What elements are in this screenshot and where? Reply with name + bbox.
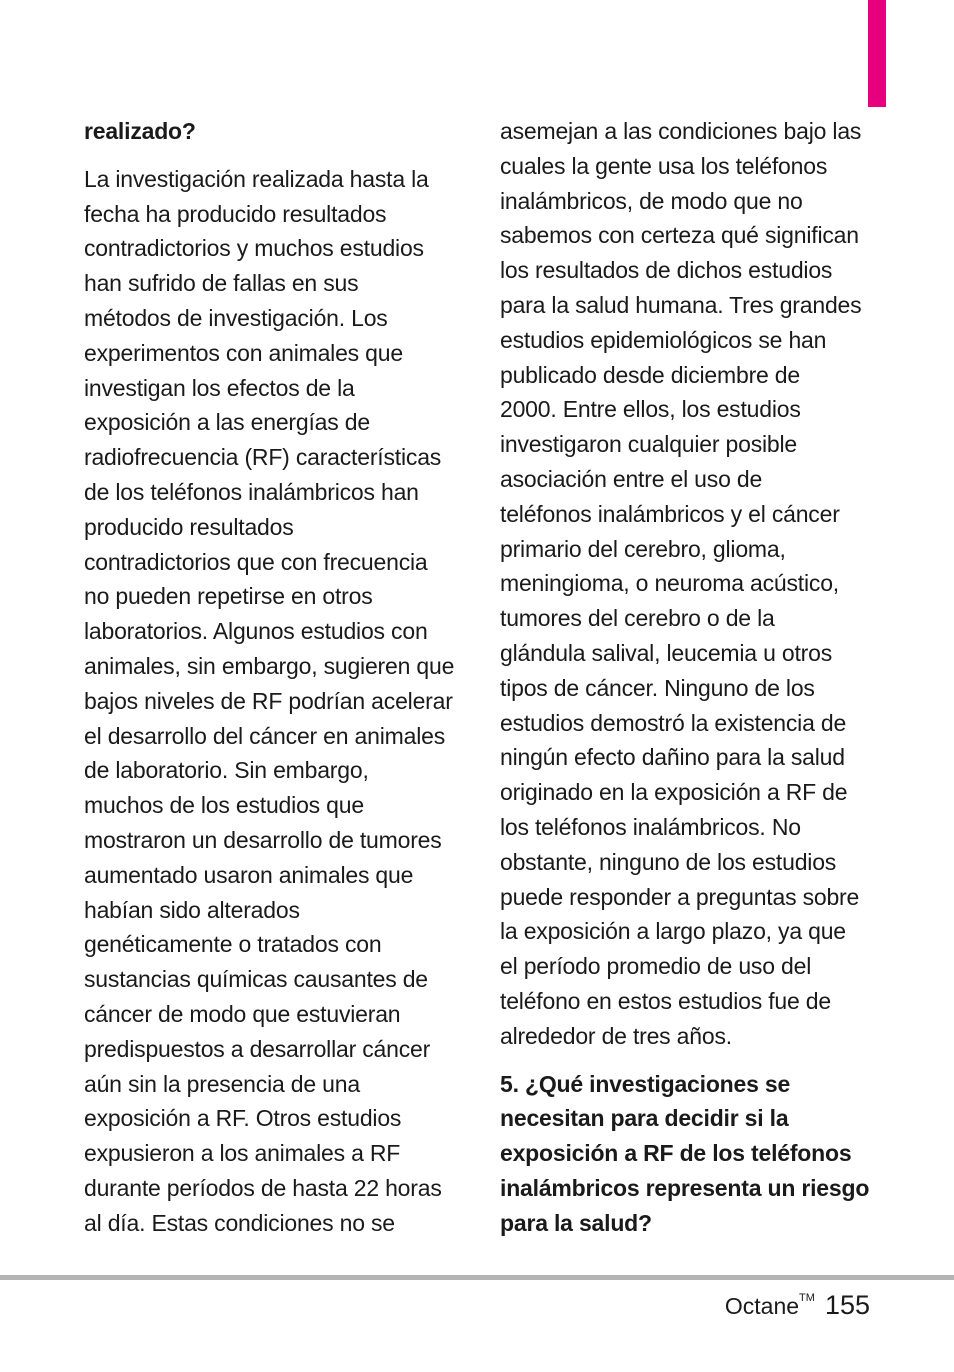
text-line: de los teléfonos inalámbricos han [84,478,419,505]
page-footer [725,1290,870,1321]
text-line: teléfonos inalámbricos y el cáncer [500,500,840,527]
text-line: aumentado usaron animales que [84,861,414,888]
product-name: Octane [724,1293,800,1319]
text-line: el período promedio de uso del [500,953,812,980]
text-line: predispuestos a desarrollar cáncer [84,1035,431,1062]
paragraph-gap [500,1054,870,1067]
left-column [84,114,456,1241]
text-line: estudios epidemiológicos se han [500,326,827,353]
text-line: tumores del cerebro o de la [500,605,775,632]
text-line: durante períodos de hasta 22 horas [84,1174,442,1201]
text-line: alrededor de tres años. [500,1022,732,1049]
text-line: han sufrido de fallas en sus [84,270,359,297]
trademark-mark: TM [799,1292,815,1304]
question-5-heading [500,1067,870,1241]
text-line: aún sin la presencia de una [84,1070,360,1097]
text-line: glándula salival, leucemia u otros [500,639,833,666]
text-line: laboratorios. Algunos estudios con [84,618,428,645]
text-line: puede responder a preguntas sobre [500,883,860,910]
text-line: asemejan a las condiciones bajo las [500,118,862,144]
question-line: exposición a RF de los teléfonos [500,1140,852,1167]
right-column [500,114,870,1241]
text-line: muchos de los estudios que [84,792,364,819]
text-line: radiofrecuencia (RF) características [84,444,442,471]
right-paragraph [500,114,870,1054]
footer-rule [0,1275,954,1280]
text-line: inalámbricos, de modo que no [500,187,803,214]
text-line: métodos de investigación. Los [84,304,388,331]
text-line: cáncer de modo que estuvieran [84,1000,401,1027]
section-tab-marker [868,0,886,107]
text-line: originado en la exposición a RF de [500,779,848,806]
text-line: primario del cerebro, glioma, [500,535,786,562]
text-line: al día. Estas condiciones no se [84,1209,395,1236]
text-line: los resultados de dichos estudios [500,257,833,284]
text-line: habían sido alterados [84,896,300,923]
page-number: 155 [824,1290,870,1320]
text-line: no pueden repetirse en otros [84,583,373,610]
text-line: investigan los efectos de la [84,374,355,401]
text-line: exposición a RF. Otros estudios [84,1105,402,1132]
text-line: cuales la gente usa los teléfonos [500,152,828,179]
text-line: animales, sin embargo, sugieren que [84,652,455,679]
text-line: experimentos con animales que [84,339,403,366]
text-line: de laboratorio. Sin embargo, [84,757,369,784]
text-line: producido resultados [84,513,294,540]
text-line: genéticamente o tratados con [84,931,382,958]
question-line: 5. ¿Qué investigaciones se [500,1070,791,1097]
text-line: exposición a las energías de [84,409,370,436]
text-line: la exposición a largo plazo, ya que [500,918,846,945]
text-line: ningún efecto dañino para la salud [500,744,845,771]
question-line: para la salud? [500,1209,652,1236]
text-line: fecha ha producido resultados [84,200,387,227]
text-line: sabemos con certeza qué significan [500,222,859,249]
text-line: estudios demostró la existencia de [500,709,847,736]
text-line: La investigación realizada hasta la [84,165,429,192]
text-line: para la salud humana. Tres grandes [500,291,862,318]
text-line: meningioma, o neuroma acústico, [500,570,839,597]
text-line: contradictorios que con frecuencia [84,548,428,575]
text-line: publicado desde diciembre de [500,361,800,388]
text-line: 2000. Entre ellos, los estudios [500,396,801,423]
text-line: investigaron cualquier posible [500,431,798,458]
text-line: teléfono en estos estudios fue de [500,987,831,1014]
text-line: sustancias químicas causantes de [84,966,428,993]
question-line: necesitan para decidir si la [500,1105,789,1132]
paragraph-gap [84,149,456,162]
text-line: contradictorios y muchos estudios [84,235,424,262]
text-line: expusieron a los animales a RF [84,1140,401,1167]
question-heading-continuation: realizado? [84,118,196,144]
text-line: obstante, ninguno de los estudios [500,848,837,875]
text-line: tipos de cáncer. Ninguno de los [500,674,815,701]
text-line: asociación entre el uso de [500,465,763,492]
question-line: inalámbricos representa un riesgo [500,1174,870,1201]
text-line: los teléfonos inalámbricos. No [500,813,801,840]
text-line: mostraron un desarrollo de tumores [84,826,442,853]
left-paragraph [84,162,456,1241]
text-line: bajos niveles de RF podrían acelerar [84,687,453,714]
text-line: el desarrollo del cáncer en animales [84,722,446,749]
